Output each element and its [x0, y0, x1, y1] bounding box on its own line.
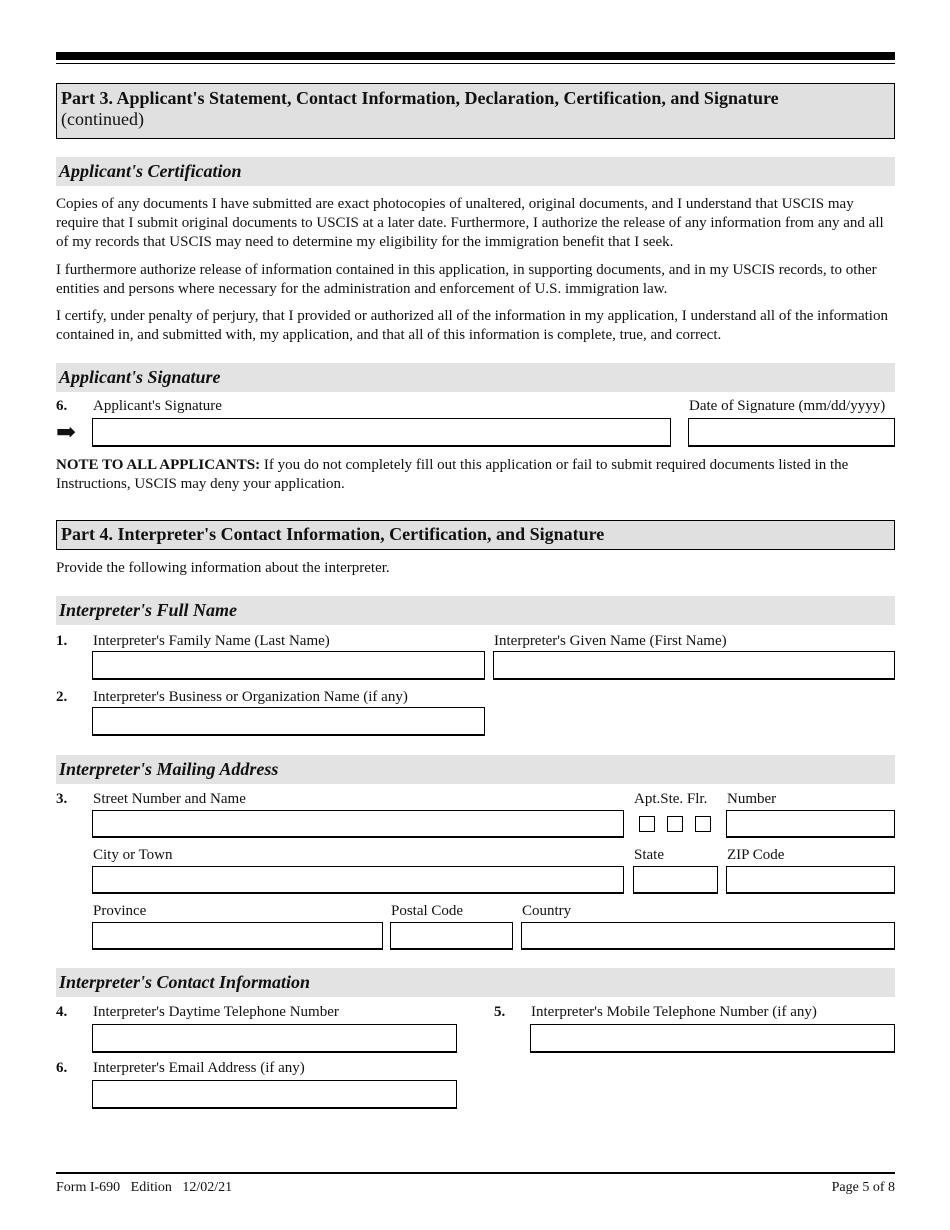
postal-code-field[interactable]	[390, 922, 513, 950]
note-to-applicants	[56, 456, 895, 494]
item-6-number: 6.	[56, 1060, 68, 1076]
full-name-heading: Interpreter's Full Name	[56, 596, 895, 625]
daytime-phone-label: Interpreter's Daytime Telephone Number	[93, 1004, 339, 1020]
item-3-number: 3.	[56, 791, 68, 807]
ste-checkbox[interactable]	[667, 816, 683, 832]
email-label: Interpreter's Email Address (if any)	[93, 1060, 305, 1076]
country-field[interactable]	[521, 922, 895, 950]
mobile-phone-field[interactable]	[530, 1024, 895, 1053]
applicant-signature-label: Applicant's Signature	[93, 398, 222, 414]
street-field[interactable]	[92, 810, 624, 838]
page-number: Page 5 of 8	[831, 1180, 895, 1195]
family-name-field[interactable]	[92, 651, 485, 680]
unit-number-field[interactable]	[726, 810, 895, 838]
footer-rule	[56, 1172, 895, 1174]
province-field[interactable]	[92, 922, 383, 950]
note-bold: NOTE TO ALL APPLICANTS:	[56, 457, 261, 473]
item-4-number: 4.	[56, 1004, 68, 1020]
item-1-number: 1.	[56, 633, 68, 649]
state-label: State	[634, 847, 664, 863]
street-label: Street Number and Name	[93, 791, 246, 807]
apt-checkbox[interactable]	[639, 816, 655, 832]
family-name-label: Interpreter's Family Name (Last Name)	[93, 633, 330, 649]
part3-continued: (continued)	[61, 109, 144, 129]
certification-paragraph-2: I furthermore authorize release of information contained in this application, in supporting documents, and in my USCIS records, to other entities and persons where necessary for the administration and enforcement of U.S. immigration law.	[56, 262, 877, 297]
part3-title: Part 3. Applicant's Statement, Contact Information, Declaration, Certification, and Signature	[61, 88, 779, 108]
zip-label: ZIP Code	[727, 847, 785, 863]
part3-header	[56, 83, 895, 139]
state-field[interactable]	[633, 866, 718, 894]
date-of-signature-label: Date of Signature (mm/dd/yyyy)	[689, 398, 886, 414]
city-label: City or Town	[93, 847, 173, 863]
business-name-field[interactable]	[92, 707, 485, 736]
signature-item-number: 6.	[56, 398, 68, 414]
number-label: Number	[727, 791, 777, 807]
country-label: Country	[522, 903, 572, 919]
given-name-field[interactable]	[493, 651, 895, 680]
email-field[interactable]	[92, 1080, 457, 1109]
daytime-phone-field[interactable]	[92, 1024, 457, 1053]
province-label: Province	[93, 903, 147, 919]
top-rule-thin	[56, 63, 895, 64]
contact-heading: Interpreter's Contact Information	[56, 968, 895, 997]
mailing-address-heading: Interpreter's Mailing Address	[56, 755, 895, 784]
city-field[interactable]	[92, 866, 624, 894]
applicant-signature-field[interactable]	[92, 418, 671, 447]
item-2-number: 2.	[56, 689, 68, 705]
apt-ste-flr-label: Apt.Ste. Flr.	[634, 791, 708, 807]
date-of-signature-field[interactable]	[688, 418, 895, 447]
part4-intro: Provide the following information about the interpreter.	[56, 560, 390, 576]
given-name-label: Interpreter's Given Name (First Name)	[494, 633, 727, 649]
signature-heading: Applicant's Signature	[56, 363, 895, 392]
part4-title: Part 4. Interpreter's Contact Information, Certification, and Signature	[61, 524, 605, 544]
mobile-phone-label: Interpreter's Mobile Telephone Number (if any)	[531, 1004, 817, 1020]
item-5-number: 5.	[494, 1004, 506, 1020]
flr-checkbox[interactable]	[695, 816, 711, 832]
form-edition: Form I-690 Edition 12/02/21	[56, 1180, 233, 1195]
zip-field[interactable]	[726, 866, 895, 894]
certification-paragraph-3: I certify, under penalty of perjury, that I provided or authorized all of the information in my application, I understand all of the information contained in, and submitted with, my application, and that all of this information is complete, true, and correct.	[56, 308, 888, 343]
top-rule-thick	[56, 52, 895, 60]
certification-heading: Applicant's Certification	[56, 157, 895, 186]
certification-paragraph-1: Copies of any documents I have submitted are exact photocopies of unaltered, original documents, and I understand that USCIS may require that I submit original documents to USCIS at a later date. Furthermore, I authorize the release of any information from any and all of my records that USCIS may need to determine my eligibility for the immigration benefit that I seek.	[56, 196, 884, 250]
business-name-label: Interpreter's Business or Organization Name (if any)	[93, 689, 408, 705]
part4-header	[56, 520, 895, 550]
right-arrow-icon: ➡	[56, 420, 77, 446]
note-text: If you do not completely fill out this application or fail to submit required documents listed in the Instructions, USCIS may deny your application.	[56, 457, 849, 492]
postal-code-label: Postal Code	[391, 903, 464, 919]
